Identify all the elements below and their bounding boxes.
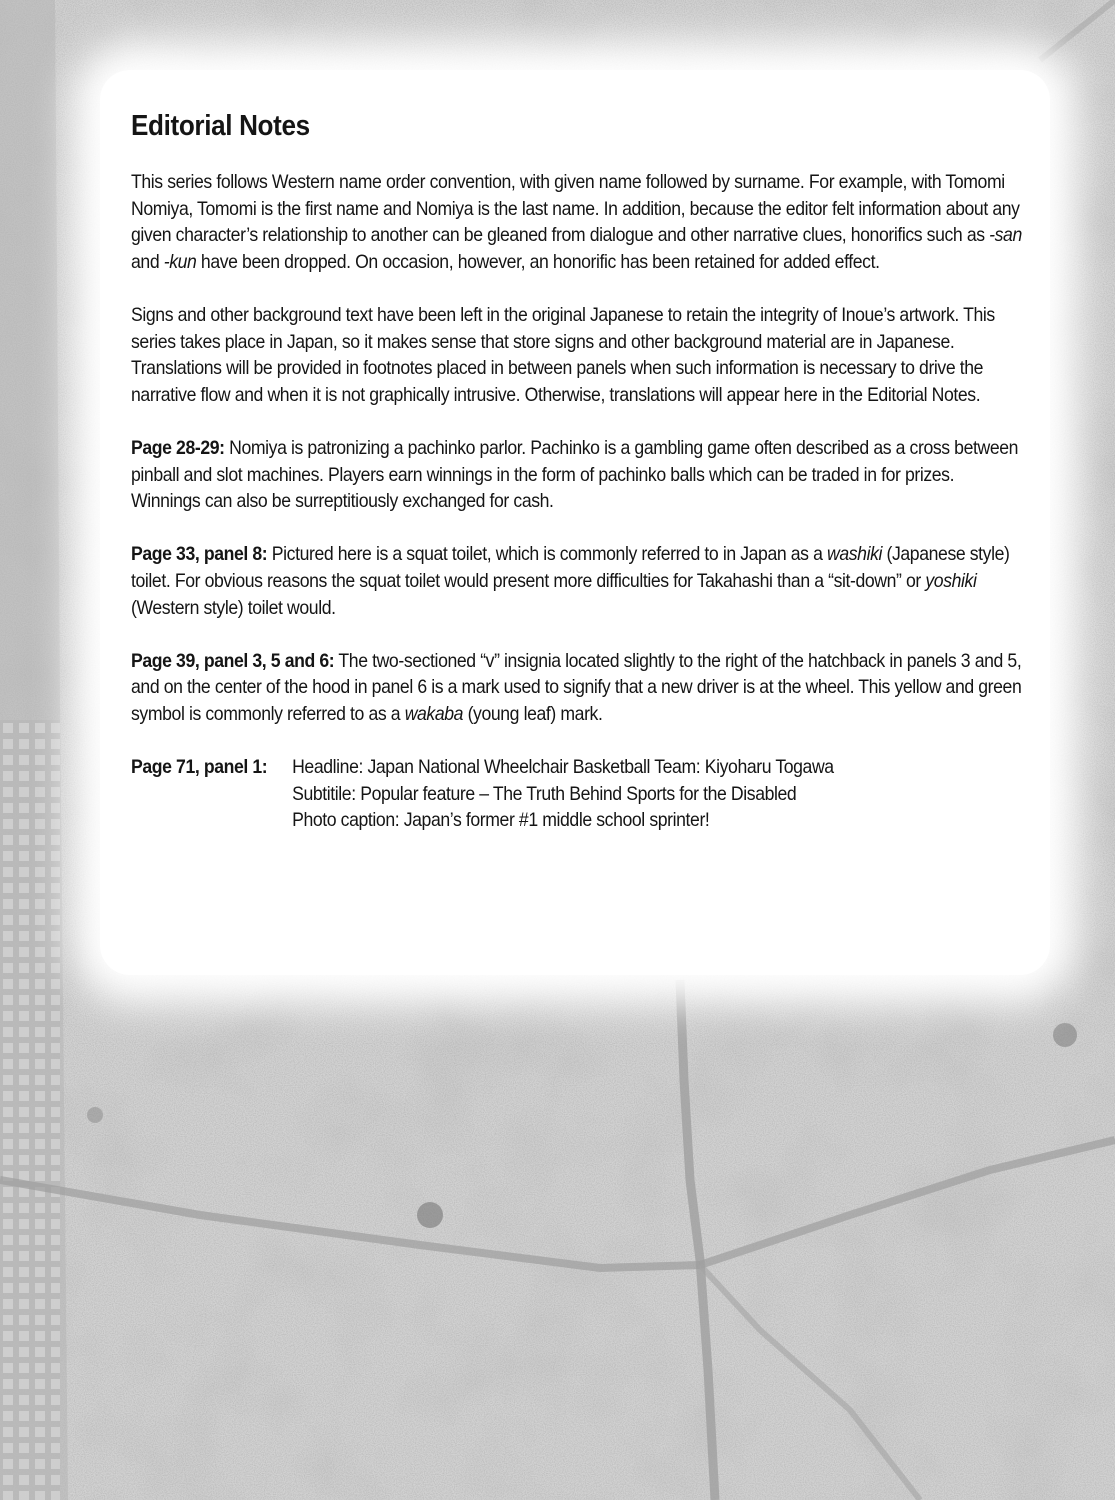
note-lead: Page 39, panel 3, 5 and 6: <box>131 649 335 672</box>
note-text: (young leaf) mark. <box>463 702 603 725</box>
note-text: and <box>131 250 164 273</box>
note-paragraph <box>131 302 1027 408</box>
note-paragraph <box>131 169 1027 275</box>
italic-term: -san <box>989 224 1022 247</box>
note-lead: Page 71, panel 1: <box>131 756 268 779</box>
note-text: The two-sectioned “v” insignia located slightly to the right of the hatchback in panels 3 and 5, and on the center of the hood in panel 6 is a mark used to signify that a new driver is at the wheel. This yellow and green symbol is commonly referred to as a <box>131 649 1022 725</box>
note-text: Signs and other background text have been left in the original Japanese to retain the integrity of Inoue’s artwork. This series takes place in Japan, so it makes sense that store signs and other background material are in Japanese. Translations will be provided in footnotes placed in between panels when such information is necessary to drive the narrative flow and when it is not graphically intrusive. Otherwise, translations will appear here in the Editorial Notes. <box>131 303 995 406</box>
note-text: (Japanese style) toilet. For obvious reasons the squat toilet would present more difficulties for Takahashi than a “sit-down” or <box>131 543 1010 592</box>
italic-term: washiki <box>827 543 883 566</box>
italic-term: wakaba <box>404 702 464 725</box>
note-lead: Page 28-29: <box>131 436 225 459</box>
italic-term: yoshiki <box>925 569 977 592</box>
editorial-notes <box>131 110 1031 834</box>
notes-body <box>131 169 1031 727</box>
note-text: Nomiya is patronizing a pachinko parlor. Pachinko is a gambling game often described as a cross between pinball and slot machines. Players earn winnings in the form of pachinko balls which can be traded in for prizes. Winnings can also be surreptitiously exchanged for cash. <box>131 436 1019 513</box>
note-text: have been dropped. On occasion, however, an honorific has been retained for added effect. <box>196 250 880 273</box>
note-lead: Page 33, panel 8: <box>131 543 268 566</box>
note-lines <box>292 754 834 834</box>
note-page-71 <box>131 754 1027 834</box>
note-paragraph <box>131 541 1027 621</box>
photo-caption-line: Photo caption: Japan’s former #1 middle school sprinter! <box>292 809 710 832</box>
note-text: (Western style) toilet would. <box>131 596 336 619</box>
note-text: This series follows Western name order convention, with given name followed by surname. For example, with Tomomi Nomiya, Tomomi is the first name and Nomiya is the last name. In addition, because the editor felt information about any given character’s relationship to another can be gleaned from dialogue and other narrative clues, honorifics such as <box>131 171 1020 247</box>
note-text: Pictured here is a squat toilet, which is commonly referred to in Japan as a <box>267 543 828 566</box>
page-title: Editorial Notes <box>131 110 310 142</box>
headline-line: Headline: Japan National Wheelchair Basketball Team: Kiyoharu Togawa <box>292 756 834 779</box>
note-paragraph <box>131 648 1027 728</box>
subtitle-line: Subtitile: Popular feature – The Truth Behind Sports for the Disabled <box>292 782 797 805</box>
italic-term: -kun <box>163 250 197 273</box>
note-paragraph <box>131 435 1027 515</box>
